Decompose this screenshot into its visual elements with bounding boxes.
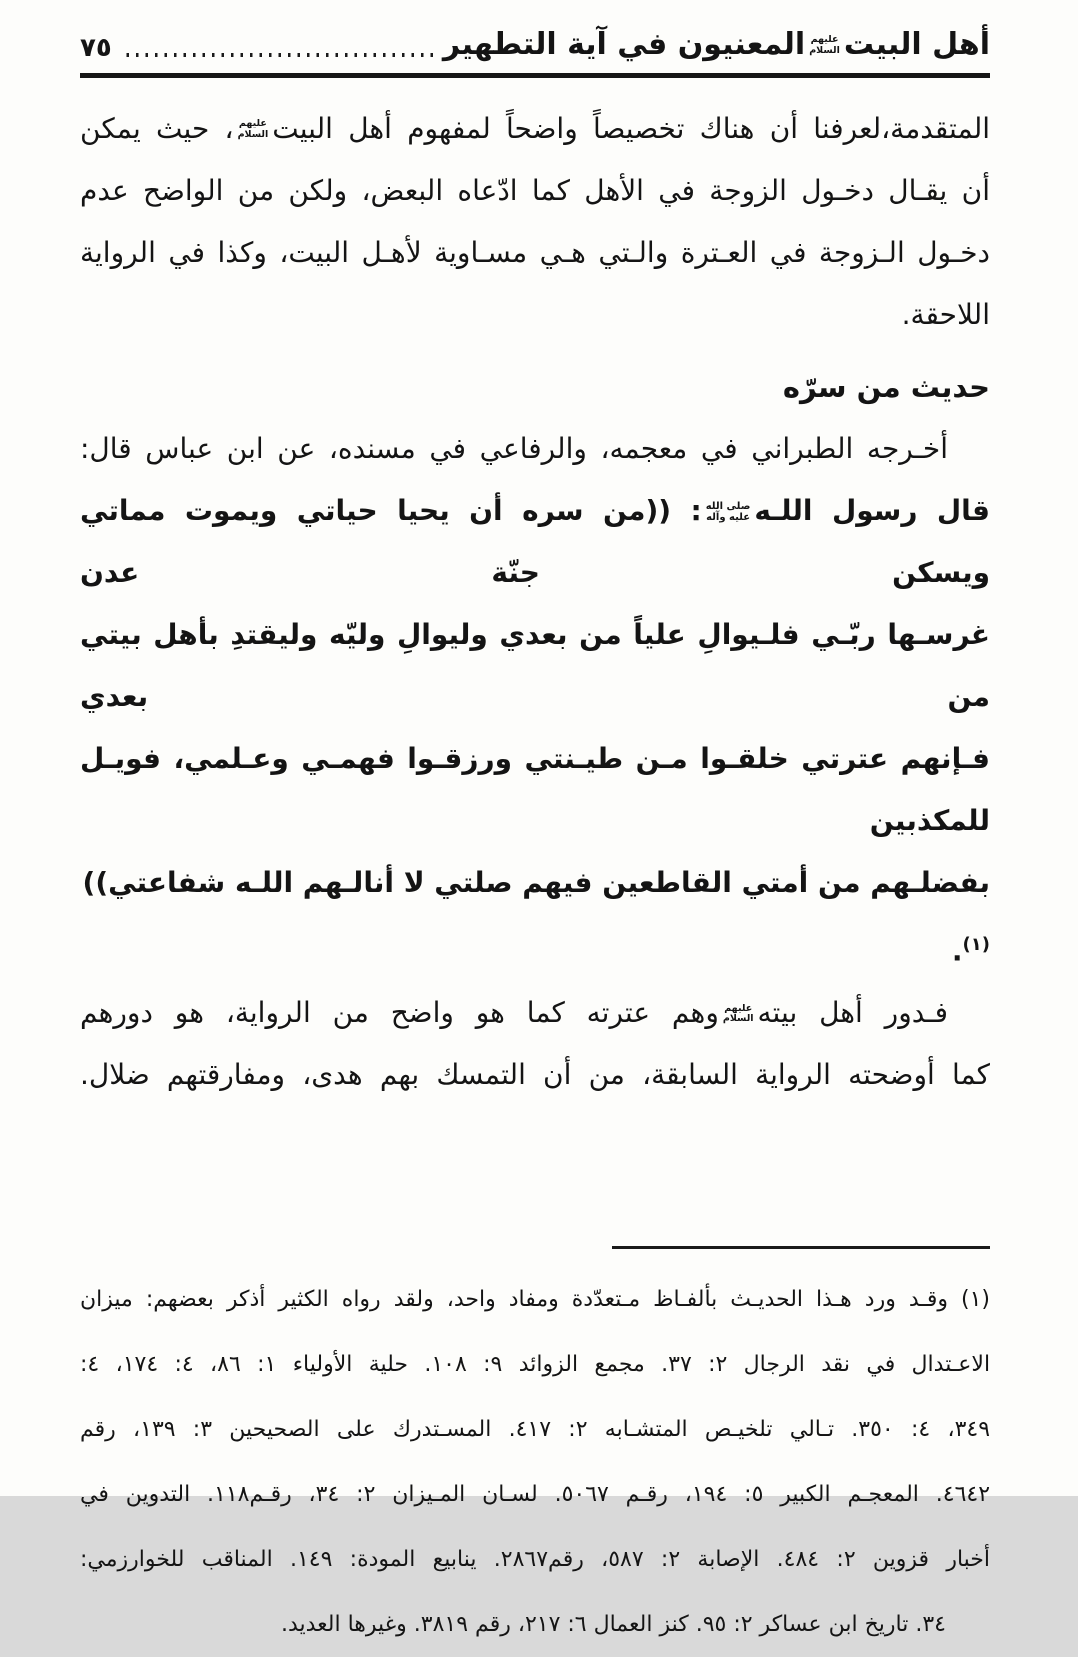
seal-top-text: صلى الله — [705, 500, 751, 512]
text-line — [80, 852, 990, 982]
page-header — [80, 24, 990, 66]
footnote-line: أخبار قزوين ٢: ٤٨٤. الإصابة ٢: ٥٨٧، رقم٢٨٦٧. ينابيع المودة: ١٤٩. المناقب للخوارزمي: — [80, 1547, 990, 1573]
text-line: غرسـها ربّـي فلـيوالِ علياً من بعدي وليوالِ وليّه وليقتدِ بأهل بيتي من بعدي — [80, 618, 990, 713]
text-line: كما أوضحته الرواية السابقة، من أن التمسك بهم هدى، ومفارقتهم ضلال. — [80, 1058, 990, 1092]
prophet-seal-icon — [706, 501, 751, 523]
honorific-bottom-text: السلام — [237, 129, 269, 140]
text-line — [80, 480, 990, 604]
text-line — [80, 98, 990, 160]
header-title — [443, 24, 990, 66]
page-number: ٧٥ — [80, 33, 112, 64]
narration-intro-line: أخـرجه الطبراني في معجمه، والرفاعي في مسنده، عن ابن عباس قال: — [80, 432, 948, 465]
ahlulbayt-honorific-icon — [723, 1004, 754, 1025]
line-text: : ((من سره أن يحيا حياتي ويموت مماتي ويسكن جنّة عدن — [80, 494, 990, 589]
footnote-line: ٤٦٤٢. المعجـم الكبير ٥: ١٩٤، رقـم ٥٠٦٧. لسـان المـيزان ٢: ٣٤، رقـم١١٨. التدوين في — [80, 1482, 991, 1508]
honorific-top-text: عليهم — [810, 33, 839, 45]
text-line: اللاحقة. — [901, 298, 990, 331]
footnotes-block — [80, 1267, 990, 1657]
dotted-leader — [122, 53, 433, 57]
footnote-marker: (١) — [962, 934, 990, 955]
ahlulbayt-honorific-icon — [809, 35, 840, 56]
line-text: وهم عترته كما هو واضح من الرواية، هو دورهم — [80, 996, 719, 1030]
footnote-divider — [612, 1246, 990, 1249]
line-text: بفضلـهم من أمتي القاطعين فيهم صلتي لا أنالـهم اللـه شفاعتي)) — [82, 866, 990, 899]
honorific-top-text: عليهم — [724, 1002, 753, 1014]
seal-bottom-text: عليه وآله — [706, 512, 751, 523]
line-text: . — [951, 934, 963, 968]
header-title-pre: أهل البيت — [843, 27, 990, 62]
text-line: أن يقـال دخـول الزوجة في الأهل كما ادّعاه البعض، ولكن من الواضح عدم — [80, 174, 990, 207]
header-rule — [80, 73, 990, 78]
line-text: فـدور أهل بيته — [757, 996, 948, 1030]
ahlulbayt-honorific-icon — [238, 119, 269, 140]
line-text: ، حيث يمكن — [80, 112, 234, 145]
hadith-paragraph — [80, 480, 990, 982]
paragraph-commentary — [80, 982, 990, 1106]
text-line — [80, 982, 990, 1044]
honorific-top-text: عليهم — [238, 118, 267, 130]
text-line: دخـول الـزوجة في العـترة والـتي هـي مسـاوية لأهـل البيت، وكذا في الرواية — [80, 236, 990, 269]
footnote-line: ٣٤٩، ٤: ٣٥٠. تـالي تلخيـص المتشـابه ٢: ٤١٧. المسـتدرك على الصحيحين ٣: ١٣٩، رقم — [80, 1417, 991, 1443]
header-title-post: المعنيون في آية التطهير — [442, 27, 806, 62]
honorific-bottom-text: السلام — [809, 44, 840, 56]
footnote-line: الاعـتدال في نقد الرجال ٢: ٣٧. مجمع الزوائد ٩: ١٠٨. حلية الأولياء ١: ٨٦، ٤: ١٧٤، ٤: — [80, 1352, 991, 1378]
section-heading: حديث من سرّه — [782, 370, 990, 404]
footnote-line: ٣٤. تاريخ ابن عساكر ٢: ٩٥. كنز العمال ٦: ٢١٧، رقم ٣٨١٩. وغيرها العديد. — [280, 1612, 946, 1638]
text-line: فـإنهم عترتي خلقـوا مـن طيـنتي ورزقـوا فهمـي وعـلمي، فويـل للمكذبين — [80, 742, 990, 837]
footnote-line: (١) وقـد ورد هـذا الحديـث بألفـاظ مـتعدّدة ومفاد واحد، ولقد رواه الكثير أذكر بعضهم: ميزان — [80, 1287, 990, 1313]
line-text: المتقدمة،لعرفنا أن هناك تخصيصاً واضحاً لمفهوم أهل البيت — [272, 112, 991, 145]
paragraph-intro — [80, 98, 990, 346]
honorific-bottom-text: السلام — [722, 1013, 754, 1025]
line-text: قال رسول اللـه — [754, 494, 991, 527]
